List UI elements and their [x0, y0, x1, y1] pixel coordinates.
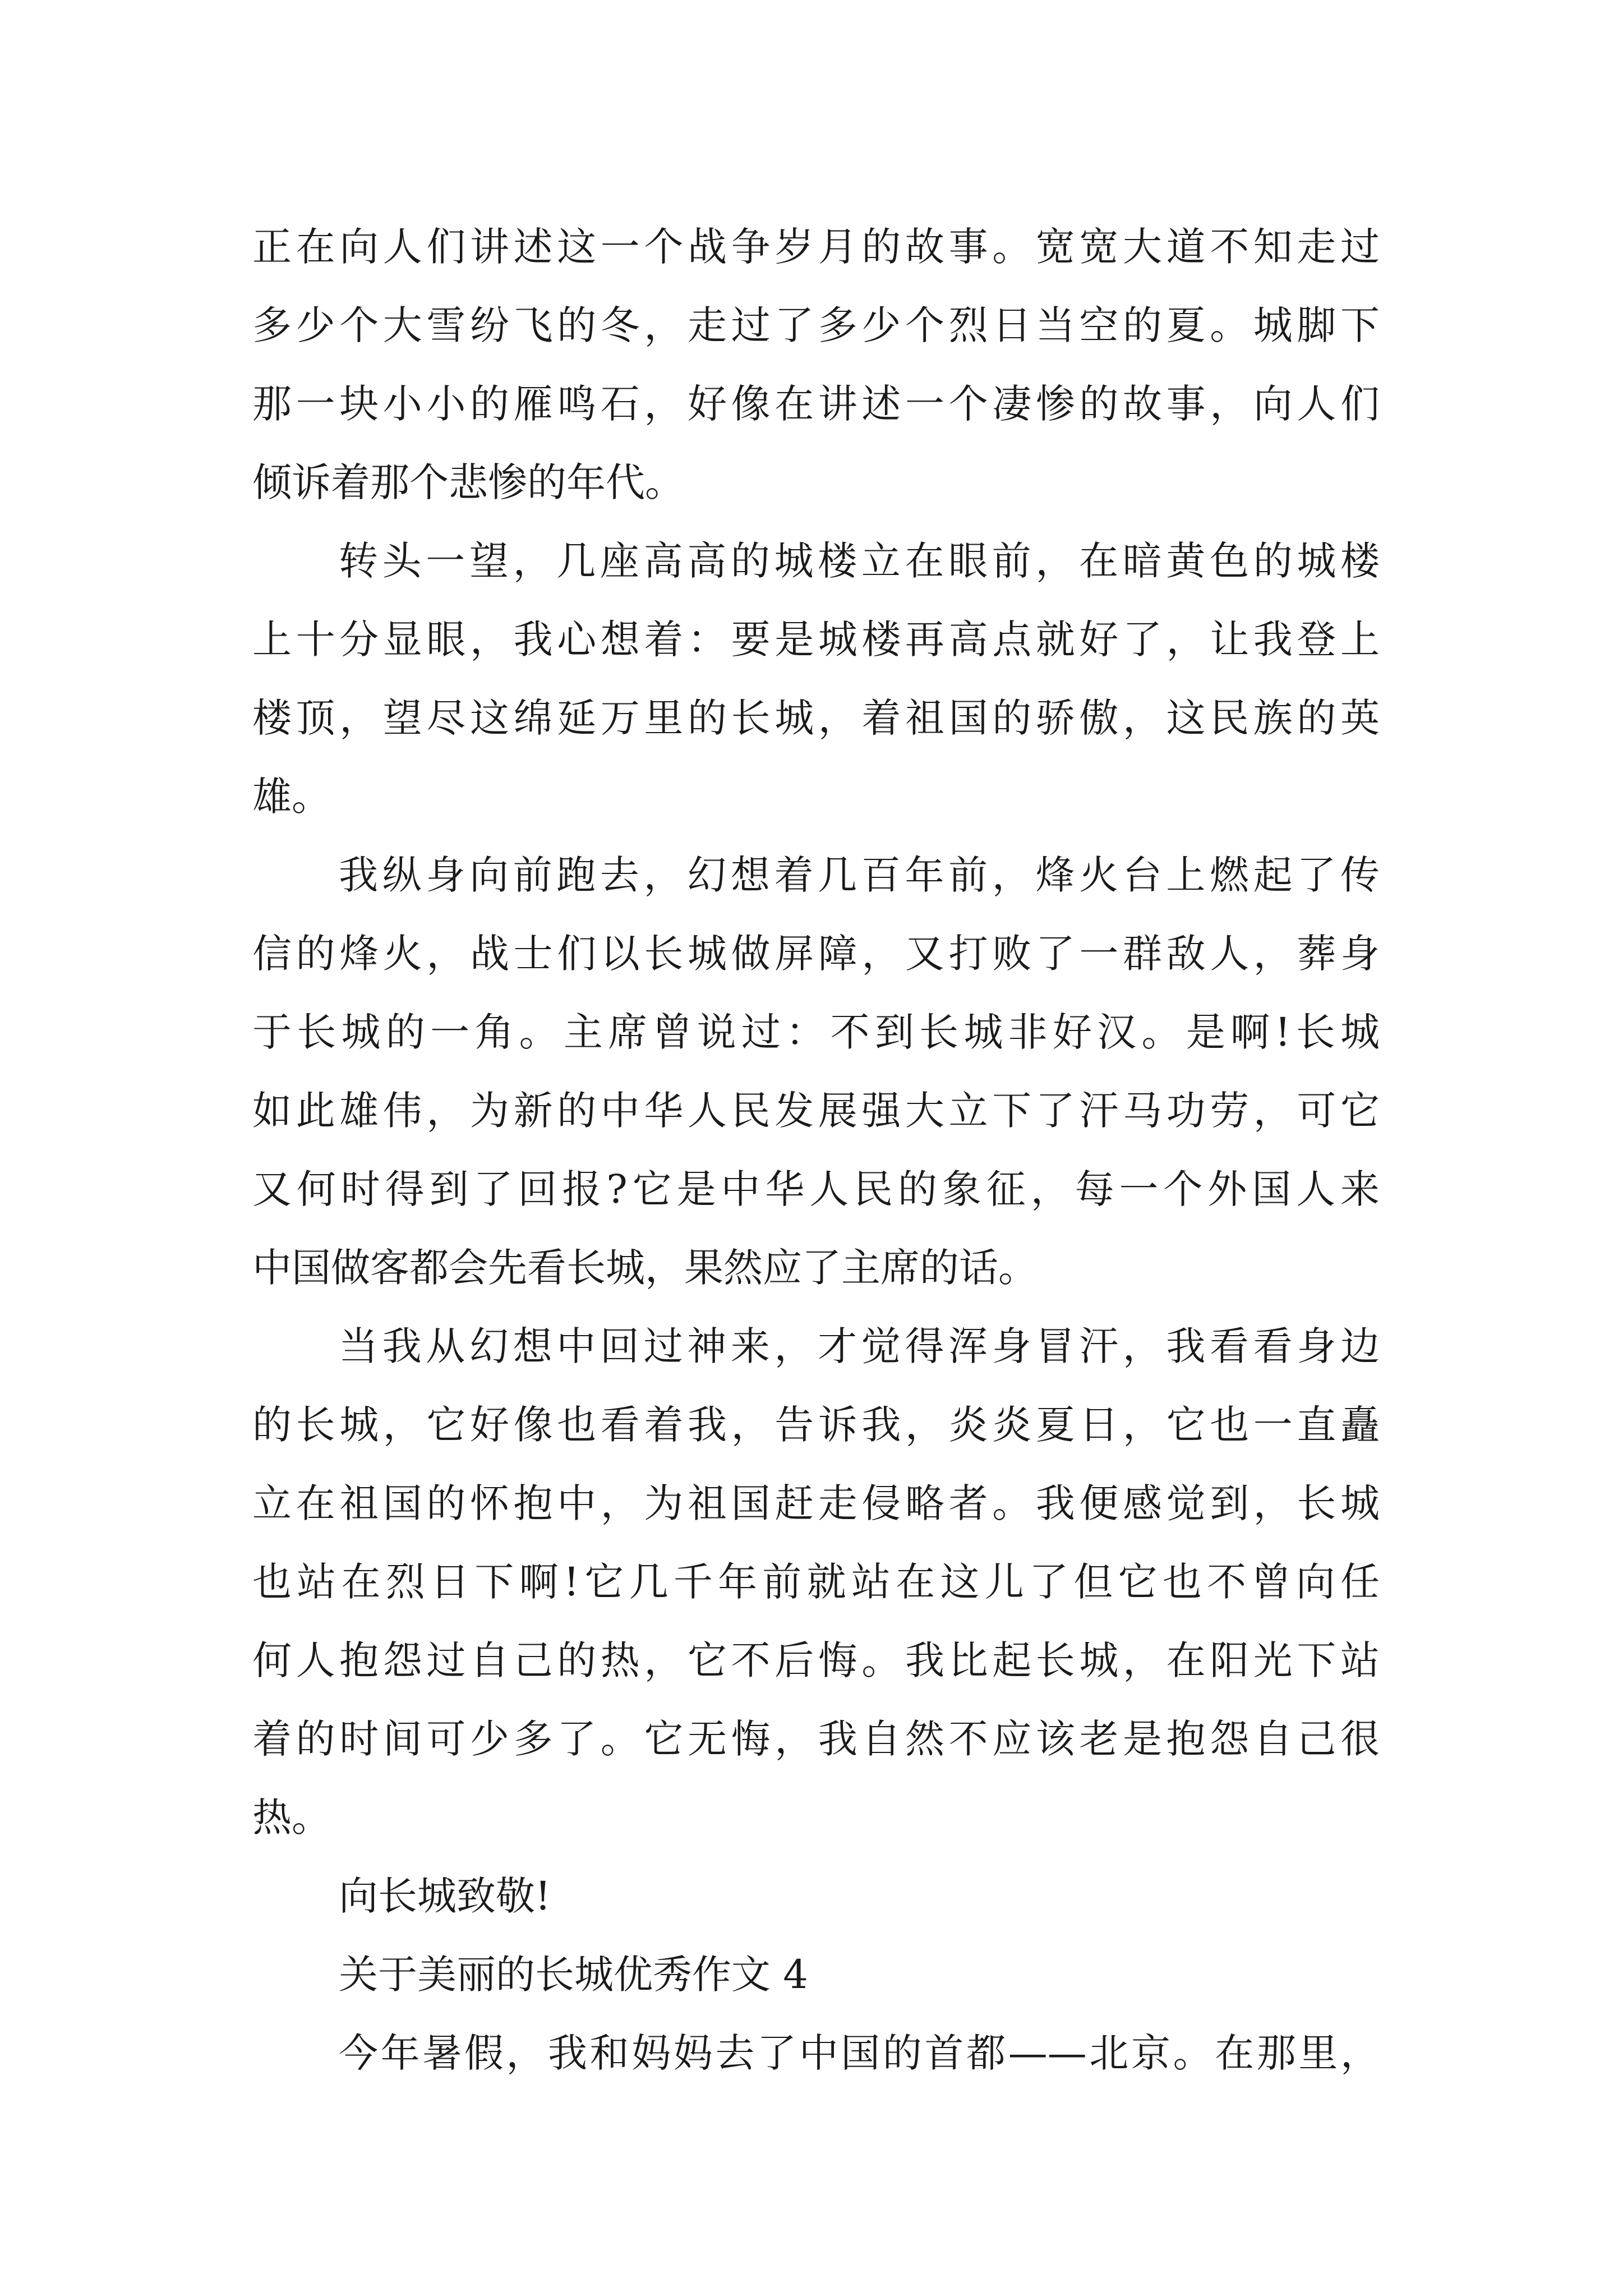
text-line: 上十分显眼，我心想着：要是城楼再高点就好了，让我登上 — [252, 616, 1380, 662]
text-line: 倾诉着那个悲惨的年代。 — [252, 459, 684, 505]
closing-line: 向长城致敬! — [339, 1873, 551, 1919]
text-line: 着的时间可少多了。它无悔，我自然不应该老是抱怨自己很 — [252, 1716, 1380, 1762]
text-line: 那一块小小的雁鸣石，好像在讲述一个凄惨的故事，向人们 — [252, 381, 1380, 427]
paragraph-first-line: 转头一望，几座高高的城楼立在眼前，在暗黄色的城楼 — [339, 538, 1380, 584]
text-line: 多少个大雪纷飞的冬，走过了多少个烈日当空的夏。城脚下 — [252, 302, 1380, 348]
text-line: 如此雄伟，为新的中华人民发展强大立下了汗马功劳，可它 — [252, 1088, 1380, 1134]
text-line: 于长城的一角。主席曾说过：不到长城非好汉。是啊!长城 — [252, 1009, 1380, 1055]
paragraph-first-line: 我纵身向前跑去，幻想着几百年前，烽火台上燃起了传 — [339, 852, 1380, 898]
essay-text — [252, 208, 1380, 2092]
text-line: 的长城，它好像也看着我，告诉我，炎炎夏日，它也一直矗 — [252, 1402, 1380, 1448]
text-line: 正在向人们讲述这一个战争岁月的故事。宽宽大道不知走过 — [252, 224, 1380, 270]
paragraph-first-line: 当我从幻想中回过神来，才觉得浑身冒汗，我看看身边 — [339, 1323, 1380, 1369]
text-line: 立在祖国的怀抱中，为祖国赶走侵略者。我便感觉到，长城 — [252, 1480, 1380, 1526]
text-line: 热。 — [252, 1795, 331, 1841]
text-line: 雄。 — [252, 774, 331, 820]
text-line: 信的烽火，战士们以长城做屏障，又打败了一群敌人，葬身 — [252, 931, 1380, 977]
paragraph-first-line: 今年暑假，我和妈妈去了中国的首都——北京。在那里， — [339, 2030, 1380, 2076]
section-heading: 关于美丽的长城优秀作文 4 — [339, 1952, 808, 1998]
text-line: 又何时得到了回报?它是中华人民的象征，每一个外国人来 — [252, 1166, 1380, 1212]
text-line: 何人抱怨过自己的热，它不后悔。我比起长城，在阳光下站 — [252, 1637, 1380, 1683]
text-line: 也站在烈日下啊!它几千年前就站在这儿了但它也不曾向任 — [252, 1559, 1380, 1605]
text-line: 楼顶，望尽这绵延万里的长城，着祖国的骄傲，这民族的英 — [252, 695, 1380, 741]
text-line: 中国做客都会先看长城，果然应了主席的话。 — [252, 1245, 1038, 1291]
